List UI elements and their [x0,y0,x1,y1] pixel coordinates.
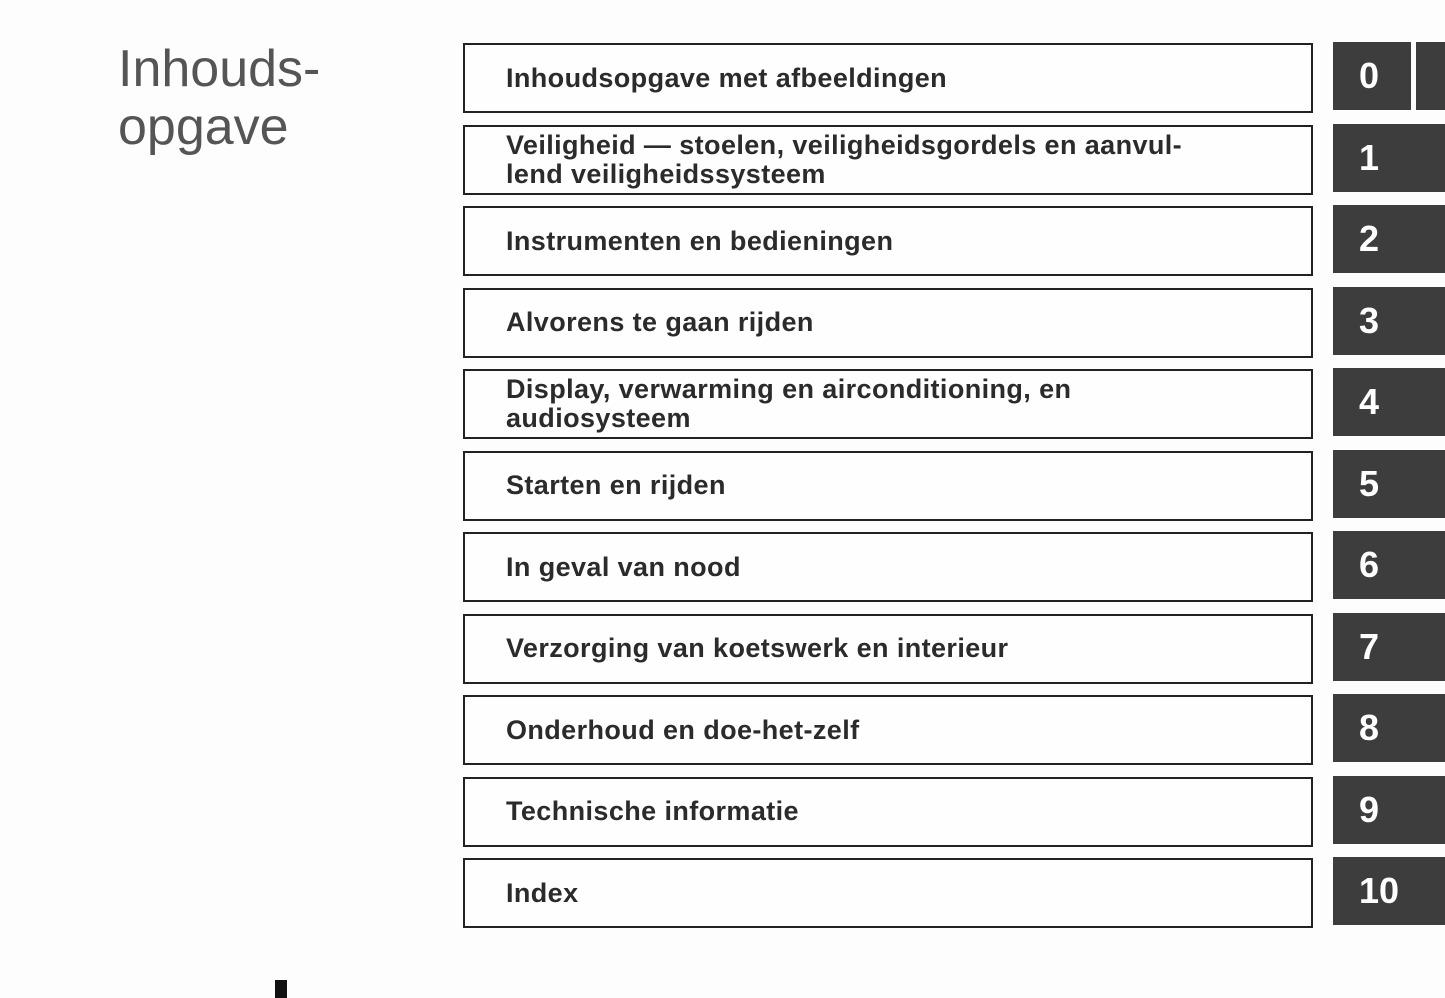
toc-entry-10[interactable] [463,858,1313,928]
chapter-tab-number: 8 [1359,707,1380,748]
chapter-tab-7[interactable] [1333,613,1445,681]
tab-divider [1411,42,1416,110]
page-marker [275,980,287,998]
toc-entry-label: Veiligheid — stoelen, veiligheidsgordels en aanvul- lend veiligheidssysteem [506,129,1183,189]
chapter-tabs [1333,42,1445,939]
toc-entry-4[interactable] [463,369,1313,439]
chapter-tab-0[interactable] [1333,42,1445,110]
toc-entry-5[interactable] [463,451,1313,521]
chapter-tab-number: 3 [1359,299,1380,341]
chapter-tab-number: 0 [1359,55,1380,96]
toc-entry-3[interactable] [463,288,1313,358]
toc-entry-label: In geval van nood [506,551,741,582]
chapter-tab-number: 4 [1359,381,1380,422]
chapter-tab-6[interactable] [1333,531,1445,599]
toc-entry-2[interactable] [463,206,1313,276]
toc-entry-label: Display, verwarming en airconditioning, en audiosysteem [506,374,1072,433]
toc-entry-label: Index [506,877,579,908]
toc-entry-label: Onderhoud en doe-het-zelf [506,714,860,745]
page-title-line-2: opgave [118,98,289,156]
chapter-tab-number: 2 [1359,218,1380,259]
chapter-tab-9[interactable] [1333,776,1445,844]
toc-entry-6[interactable] [463,532,1313,602]
toc-entry-label: Starten en rijden [506,470,726,500]
toc-entry-1[interactable] [463,125,1313,195]
table-of-contents [463,43,1313,940]
chapter-tab-1[interactable] [1333,124,1445,192]
chapter-tab-3[interactable] [1333,287,1445,355]
chapter-tab-8[interactable] [1333,694,1445,762]
toc-entry-label: Instrumenten en bedieningen [506,225,894,256]
page-title [118,40,320,156]
chapter-tab-2[interactable] [1333,205,1445,273]
toc-entry-8[interactable] [463,695,1313,765]
toc-entry-0[interactable] [463,43,1313,113]
chapter-tab-number: 7 [1359,625,1380,667]
chapter-tab-number: 6 [1359,544,1380,585]
chapter-tab-4[interactable] [1333,368,1445,436]
toc-entry-9[interactable] [463,777,1313,847]
chapter-tab-number: 9 [1359,788,1380,830]
chapter-tab-number: 10 [1359,870,1400,911]
toc-entry-7[interactable] [463,614,1313,684]
toc-entry-label: Inhoudsopgave met afbeeldingen [506,62,948,93]
page-title-line-1: Inhouds- [118,40,321,98]
chapter-tab-5[interactable] [1333,450,1445,518]
chapter-tab-number: 1 [1359,136,1380,178]
toc-entry-label: Verzorging van koetswerk en interieur [506,633,1009,663]
chapter-tab-10[interactable] [1333,857,1445,925]
toc-entry-label: Technische informatie [506,796,799,826]
chapter-tab-number: 5 [1359,462,1380,504]
toc-entry-label: Alvorens te gaan rijden [506,307,814,337]
